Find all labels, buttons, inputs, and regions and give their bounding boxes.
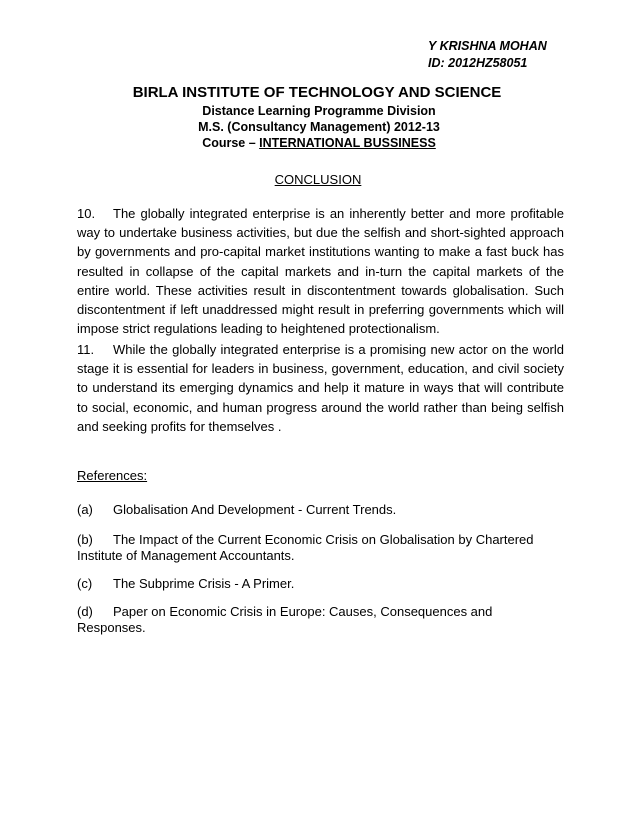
reference-item bbox=[77, 532, 564, 564]
paragraph-number: 10. bbox=[77, 206, 96, 221]
reference-text: The Impact of the Current Economic Crisis on Globalisation by Chartered Institute of Management Accountants. bbox=[77, 532, 534, 563]
course-prefix: Course – bbox=[202, 136, 260, 150]
reference-label: (d) bbox=[77, 604, 93, 619]
section-title: CONCLUSION bbox=[274, 172, 362, 187]
reference-item bbox=[77, 502, 564, 518]
author-name: Y KRISHNA MOHAN bbox=[428, 39, 547, 53]
paragraph-text: While the globally integrated enterprise is a promising new actor on the world stage it is essential for leaders in business, government, education, and civil society to understand its emerging dynamics and help it mature in ways that will contribute to social, economic, and human progress around the world rather than being selfish and seeking profits for themselves . bbox=[77, 342, 564, 434]
author-id: ID: 2012HZ58051 bbox=[428, 56, 528, 70]
paragraph-11 bbox=[77, 340, 564, 436]
course-title: INTERNATIONAL BUSSINESS bbox=[259, 136, 436, 150]
paragraph-text: The globally integrated enterprise is an inherently better and more profitable way to undertake business activities, but due the selfish and short-sighted approach by governments and pro-capital market institutions wanting to make a fast buck has resulted in collapse of the capital markets and in-turn the capital markets of the entire world. These activities result in discontentment towards globalisation. Such discontentment if left unaddressed might result in preferring governments which will impose strict regulations leading to heightened protectionalism. bbox=[77, 206, 564, 337]
author-block bbox=[428, 38, 547, 72]
references-heading: References: bbox=[77, 468, 148, 483]
reference-text: The Subprime Crisis - A Primer. bbox=[113, 576, 295, 591]
institute-name: BIRLA INSTITUTE OF TECHNOLOGY AND SCIENCE bbox=[132, 84, 502, 101]
reference-text: Globalisation And Development - Current Trends. bbox=[113, 502, 397, 517]
course-line bbox=[0, 135, 638, 151]
paragraph-number: 11. bbox=[77, 342, 95, 357]
reference-item bbox=[77, 576, 564, 592]
paragraph-10 bbox=[77, 204, 564, 338]
division-name: Distance Learning Programme Division bbox=[202, 104, 436, 118]
document-header bbox=[0, 83, 638, 151]
program-name: M.S. (Consultancy Management) 2012-13 bbox=[198, 120, 440, 134]
reference-label: (b) bbox=[77, 532, 93, 547]
reference-text: Paper on Economic Crisis in Europe: Causes, Consequences and Responses. bbox=[77, 604, 493, 635]
reference-label: (c) bbox=[77, 576, 93, 591]
reference-item bbox=[77, 604, 564, 636]
reference-label: (a) bbox=[77, 502, 93, 517]
